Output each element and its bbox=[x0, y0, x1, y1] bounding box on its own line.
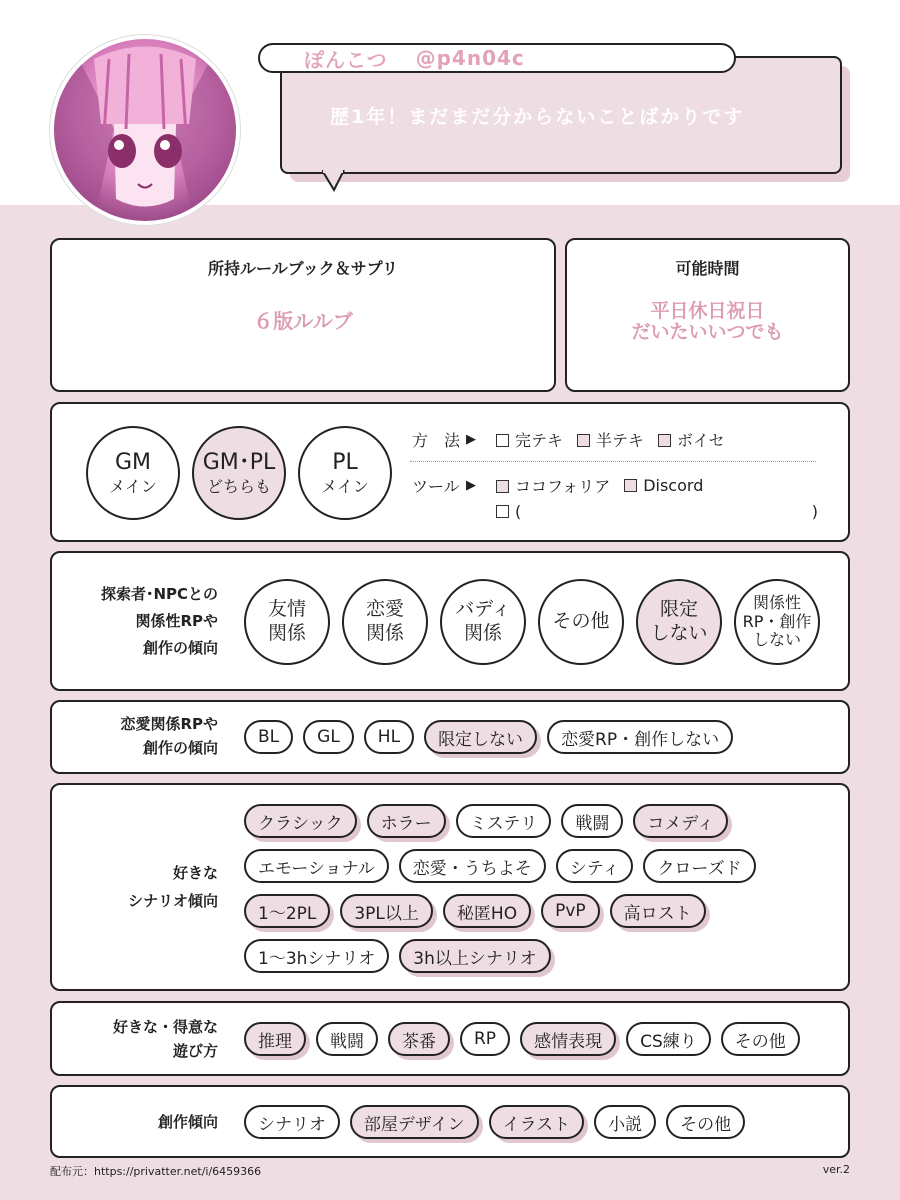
availability-line-1: 平日休日祝日 bbox=[650, 300, 765, 322]
avatar bbox=[50, 35, 240, 225]
tool-option-label: Discord bbox=[643, 476, 704, 495]
option-line: しない bbox=[752, 630, 801, 650]
pill-label: BL bbox=[258, 727, 280, 747]
pill-label: 部屋デザイン bbox=[363, 1114, 465, 1135]
user-handle: @p4n04c bbox=[415, 46, 525, 70]
relationship-label bbox=[72, 581, 218, 662]
method-arrow: ▶ bbox=[466, 432, 476, 447]
creation-option-other[interactable] bbox=[666, 1105, 745, 1139]
romance-label-line: 創作の傾向 bbox=[142, 739, 218, 757]
scenario-label-line: シナリオ傾向 bbox=[128, 892, 218, 910]
option-line: 恋愛 bbox=[365, 598, 404, 621]
pill-label: エモーショナル bbox=[258, 858, 375, 879]
option-line: 関係 bbox=[463, 622, 502, 644]
scenario-option-horror[interactable] bbox=[367, 804, 446, 838]
tools-label: ツール bbox=[412, 477, 460, 496]
method-option-label: 半テキ bbox=[596, 431, 645, 450]
pill-label: ホラー bbox=[380, 813, 432, 834]
option-line: 関係 bbox=[267, 622, 306, 644]
bio-bubble bbox=[280, 56, 842, 174]
pill-label: 恋愛・うちよそ bbox=[412, 858, 532, 879]
tools-row bbox=[412, 474, 703, 497]
method-option-voice[interactable] bbox=[658, 428, 725, 451]
scenario-card bbox=[50, 783, 850, 991]
pill-label: 限定しない bbox=[438, 729, 524, 750]
romance-option-hl[interactable] bbox=[364, 720, 414, 754]
method-option-half-text[interactable] bbox=[577, 428, 644, 451]
availability-card bbox=[565, 238, 850, 392]
relationship-none[interactable] bbox=[734, 579, 820, 665]
pill-label: クローズド bbox=[657, 858, 742, 879]
romance-options bbox=[244, 720, 733, 754]
pill-label: GL bbox=[317, 727, 340, 747]
relationship-unlimited[interactable] bbox=[636, 579, 722, 665]
footer-version: ver.2 bbox=[822, 1163, 850, 1176]
creation-card bbox=[50, 1085, 850, 1158]
romance-option-bl[interactable] bbox=[244, 720, 293, 754]
role-pl-bottom: メイン bbox=[321, 476, 369, 496]
checkbox-checked-icon bbox=[577, 434, 590, 447]
pill-label: 3PL以上 bbox=[354, 903, 419, 924]
pill-label: RP bbox=[474, 1029, 497, 1049]
creation-label: 創作傾向 bbox=[157, 1113, 218, 1131]
pill-label: 高ロスト bbox=[623, 903, 692, 924]
pill-label: その他 bbox=[680, 1114, 732, 1135]
playstyle-option-deduction[interactable] bbox=[244, 1022, 306, 1056]
method-option-label: 完テキ bbox=[515, 431, 564, 450]
playstyle-label bbox=[72, 1015, 218, 1063]
pill-label: コメディ bbox=[647, 813, 714, 834]
method-option-label: ボイセ bbox=[677, 431, 725, 450]
availability-title: 可能時間 bbox=[675, 259, 740, 278]
playstyle-option-cs[interactable] bbox=[626, 1022, 711, 1056]
rulebook-card bbox=[50, 238, 556, 392]
tool-other-close: ) bbox=[811, 502, 818, 521]
romance-option-unlimited[interactable] bbox=[424, 720, 537, 754]
pill-label: 1〜3hシナリオ bbox=[258, 948, 376, 969]
role-gm-pl-top: GM･PL bbox=[202, 450, 276, 476]
tool-other-open: ( bbox=[515, 502, 522, 521]
pill-label: ミステリ bbox=[469, 813, 538, 834]
role-gm-pl-bottom: どちらも bbox=[206, 476, 271, 496]
role-card bbox=[50, 402, 850, 542]
option-line: 関係 bbox=[365, 622, 404, 644]
scenario-option-1-2pl[interactable] bbox=[244, 894, 330, 928]
relationship-card bbox=[50, 551, 850, 691]
pill-label: シナリオ bbox=[258, 1114, 326, 1135]
role-gm-bottom: メイン bbox=[109, 476, 157, 496]
pill-label: PvP bbox=[555, 901, 586, 921]
pill-label: CS練り bbox=[640, 1031, 697, 1052]
checkbox-checked-icon bbox=[624, 479, 637, 492]
scenario-option-mystery[interactable] bbox=[456, 804, 552, 838]
pill-label: その他 bbox=[734, 1031, 786, 1052]
scenario-option-closed[interactable] bbox=[643, 849, 755, 883]
rulebook-value: ６版ルルブ bbox=[253, 309, 353, 333]
option-line: しない bbox=[650, 622, 708, 644]
pill-label: HL bbox=[377, 727, 401, 747]
bubble-tail bbox=[322, 170, 352, 192]
role-gm-top: GM bbox=[114, 450, 152, 476]
scenario-option-emotional[interactable] bbox=[244, 849, 389, 883]
creation-option-illustration[interactable] bbox=[489, 1105, 585, 1139]
option-line: 関係性 bbox=[752, 593, 801, 613]
role-pl-top: PL bbox=[332, 450, 358, 476]
scenario-label bbox=[72, 859, 218, 915]
role-pl[interactable] bbox=[298, 426, 392, 520]
avatar-illustration bbox=[54, 39, 236, 221]
checkbox-checked-icon bbox=[658, 434, 671, 447]
creation-option-scenario[interactable] bbox=[244, 1105, 340, 1139]
scenario-row-3 bbox=[244, 894, 706, 928]
availability-line-2: だいたいいつでも bbox=[631, 321, 784, 343]
tool-option-cocofolia[interactable] bbox=[496, 474, 610, 497]
option-line: 友情 bbox=[267, 598, 306, 621]
pill-label: 3h以上シナリオ bbox=[413, 948, 537, 969]
tools-arrow: ▶ bbox=[466, 478, 476, 493]
scenario-option-secret-ho[interactable] bbox=[443, 894, 531, 928]
option-line: RP・創作 bbox=[742, 611, 812, 631]
relationship-other[interactable] bbox=[538, 579, 624, 665]
pill-label: 秘匿HO bbox=[456, 903, 518, 924]
playstyle-option-emotion[interactable] bbox=[520, 1022, 616, 1056]
method-option-full-text[interactable] bbox=[496, 428, 563, 451]
role-gm[interactable] bbox=[86, 426, 180, 520]
name-bar bbox=[258, 43, 736, 73]
option-line: その他 bbox=[552, 610, 610, 633]
option-line: 限定 bbox=[659, 598, 698, 621]
scenario-option-high-lost[interactable] bbox=[610, 894, 706, 928]
pill-label: イラスト bbox=[502, 1114, 571, 1135]
scenario-option-combat[interactable] bbox=[561, 804, 623, 838]
pill-label: 感情表現 bbox=[534, 1031, 603, 1052]
relationship-friendship[interactable] bbox=[244, 579, 330, 665]
playstyle-option-rp[interactable] bbox=[460, 1022, 510, 1056]
playstyle-label-line: 好きな・得意な bbox=[112, 1018, 218, 1036]
checkbox-icon bbox=[496, 434, 509, 447]
pill-label: 戦闘 bbox=[575, 813, 610, 834]
scenario-option-short[interactable] bbox=[244, 939, 389, 973]
pill-label: 小説 bbox=[608, 1114, 643, 1135]
creation-options bbox=[244, 1105, 745, 1139]
checkbox-icon bbox=[496, 505, 509, 518]
scenario-option-pvp[interactable] bbox=[541, 894, 600, 928]
method-label: 方 法 bbox=[412, 431, 461, 450]
checkbox-checked-icon bbox=[496, 480, 509, 493]
role-gm-pl[interactable] bbox=[192, 426, 286, 520]
scenario-label-line: 好きな bbox=[172, 864, 218, 882]
scenario-option-city[interactable] bbox=[556, 849, 634, 883]
scenario-row-4 bbox=[244, 939, 551, 973]
pill-label: 1〜2PL bbox=[258, 903, 317, 924]
scenario-option-comedy[interactable] bbox=[633, 804, 728, 838]
relationship-label-line: 探索者･NPCとの bbox=[100, 585, 218, 603]
romance-option-none[interactable] bbox=[547, 720, 733, 754]
relationship-buddy[interactable] bbox=[440, 579, 526, 665]
playstyle-option-farce[interactable] bbox=[388, 1022, 450, 1056]
romance-label-line: 恋愛関係RPや bbox=[120, 715, 218, 733]
user-name: ぽんこつ bbox=[304, 47, 388, 72]
bio-text: 歴1年！まだまだ分からないことばかりです bbox=[330, 105, 745, 128]
playstyle-options bbox=[244, 1022, 800, 1056]
footer-source: 配布元：https://privatter.net/i/6459366 bbox=[50, 1165, 262, 1178]
rulebook-title: 所持ルールブック＆サプリ bbox=[208, 259, 398, 278]
tool-option-discord[interactable] bbox=[624, 476, 703, 495]
tool-option-other[interactable] bbox=[496, 502, 818, 521]
pill-label: 茶番 bbox=[402, 1031, 436, 1052]
scenario-option-long[interactable] bbox=[399, 939, 550, 973]
pill-label: 戦闘 bbox=[330, 1031, 364, 1052]
playstyle-card bbox=[50, 1001, 850, 1076]
scenario-option-classic[interactable] bbox=[244, 804, 357, 838]
pill-label: クラシック bbox=[258, 813, 343, 834]
relationship-label-line: 関係性RPや bbox=[135, 612, 218, 630]
tool-option-label: ココフォリア bbox=[515, 477, 611, 496]
relationship-romance[interactable] bbox=[342, 579, 428, 665]
pill-label: 推理 bbox=[258, 1031, 292, 1052]
scenario-row-2 bbox=[244, 849, 756, 883]
romance-card bbox=[50, 700, 850, 774]
scenario-option-romance[interactable] bbox=[399, 849, 546, 883]
relationship-label-line: 創作の傾向 bbox=[142, 639, 218, 657]
playstyle-option-other[interactable] bbox=[721, 1022, 800, 1056]
creation-option-room-design[interactable] bbox=[350, 1105, 479, 1139]
romance-label bbox=[72, 712, 218, 760]
creation-option-novel[interactable] bbox=[594, 1105, 656, 1139]
pill-label: シティ bbox=[569, 858, 620, 879]
divider bbox=[410, 461, 816, 462]
playstyle-option-combat[interactable] bbox=[316, 1022, 378, 1056]
romance-option-gl[interactable] bbox=[303, 720, 354, 754]
playstyle-label-line: 遊び方 bbox=[172, 1042, 218, 1060]
method-row bbox=[412, 428, 725, 451]
scenario-option-3pl[interactable] bbox=[340, 894, 433, 928]
pill-label: 恋愛RP・創作しない bbox=[561, 729, 720, 750]
option-line: バディ bbox=[455, 598, 511, 621]
scenario-row-1 bbox=[244, 804, 728, 838]
